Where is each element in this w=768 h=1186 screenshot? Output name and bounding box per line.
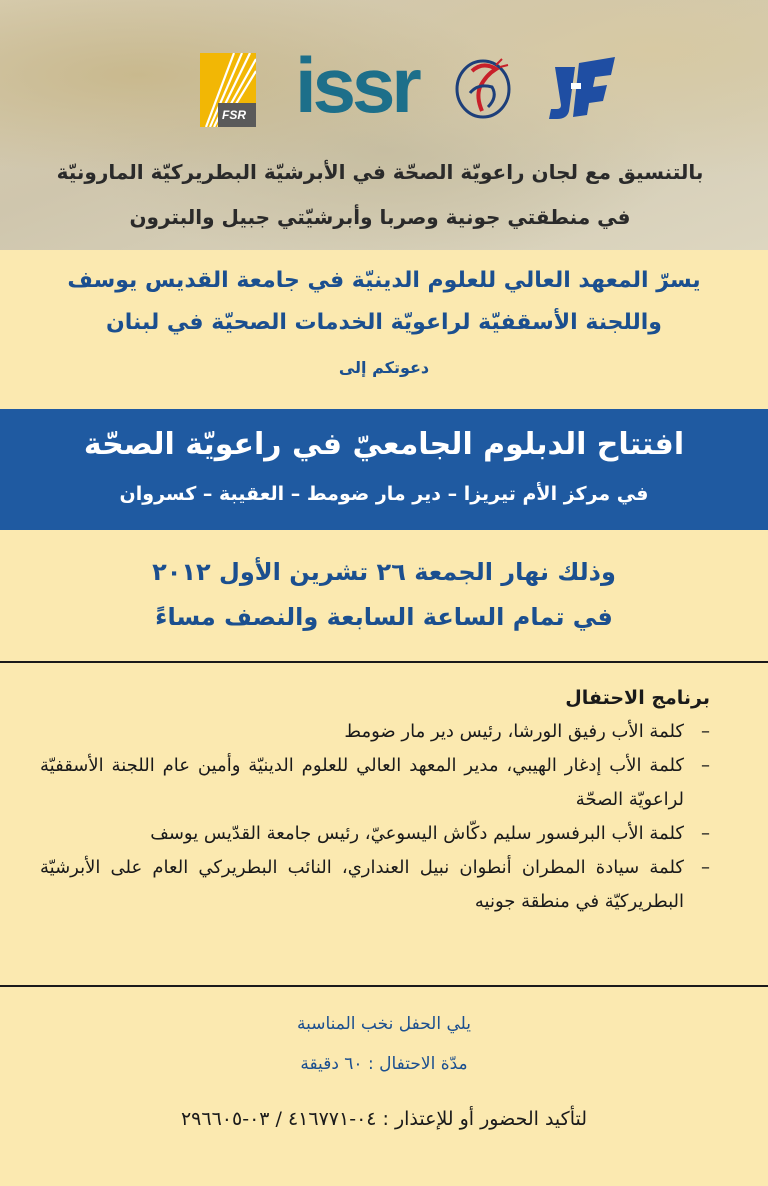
coordination-line-2: في منطقتي جونية وصربا وأبرشيّتي جبيل والبترون [129, 205, 631, 229]
program-item [40, 851, 710, 919]
fsr-logo [200, 53, 256, 127]
divider-top [0, 661, 768, 663]
event-date: وذلك نهار الجمعة ٢٦ تشرين الأول ٢٠١٢ [152, 558, 616, 586]
issr-logo-text: issr [295, 41, 418, 129]
logo-bar [190, 41, 630, 133]
event-banner [0, 409, 768, 530]
usj-logo [545, 53, 620, 125]
program-item-text: كلمة سيادة المطران أنطوان نبيل العنداري، النائب البطريركي العام على الأبرشيّة البطريركيّة في منطقة جونيه [40, 857, 684, 912]
list-dash: – [701, 823, 710, 844]
rsvp-contact: لتأكيد الحضور أو للإعتذار : ٠٤-٤١٦٧٧١ / ٠٣-٢٩٦٦٠٥ [180, 1108, 588, 1130]
program-item-text: كلمة الأب رفيق الورشا، رئيس دير مار ضومط [344, 721, 684, 742]
coordination-line-1: بالتنسيق مع لجان راعويّة الصحّة في الأبرشيّة البطريركيّة المارونيّة [56, 160, 704, 184]
intro-line-2: واللجنة الأسقفيّة لراعويّة الخدمات الصحيّة في لبنان [106, 310, 662, 335]
program-section [40, 687, 710, 919]
event-time: في تمام الساعة السابعة والنصف مساءً [155, 603, 613, 631]
program-item [40, 749, 710, 817]
program-title: برنامج الاحتفال [565, 687, 710, 709]
program-item [40, 817, 710, 851]
intro-invite: دعوتكم إلى [338, 358, 430, 377]
divider-bottom [0, 985, 768, 987]
list-dash: – [701, 755, 710, 776]
issr-logo [295, 41, 425, 133]
program-list [40, 715, 710, 919]
list-dash: – [701, 857, 710, 878]
event-location: في مركز الأم تيريزا – دير مار ضومط – العقيبة – كسروان [119, 483, 649, 505]
emblem-logo [452, 53, 514, 123]
header-artwork [0, 0, 768, 250]
program-item-text: كلمة الأب البرفسور سليم دكّاش اليسوعيّ، رئيس جامعة القدّيس يوسف [150, 823, 684, 844]
list-dash: – [701, 721, 710, 742]
fsr-logo-text: FSR [222, 108, 246, 122]
intro-line-1: يسرّ المعهد العالي للعلوم الدينيّة في جامعة القديس يوسف [67, 268, 701, 293]
program-item-text: كلمة الأب إدغار الهيبي، مدير المعهد العالي للعلوم الدينيّة وأمين عام اللجنة الأسقفيّة لراعويّة الصحّة [40, 755, 684, 810]
event-title: افتتاح الدبلوم الجامعيّ في راعويّة الصحّة [83, 427, 685, 462]
reception-note: يلي الحفل نخب المناسبة [296, 1014, 472, 1034]
program-item [40, 715, 710, 749]
duration-note: مدّة الاحتفال : ٦٠ دقيقة [300, 1054, 468, 1074]
